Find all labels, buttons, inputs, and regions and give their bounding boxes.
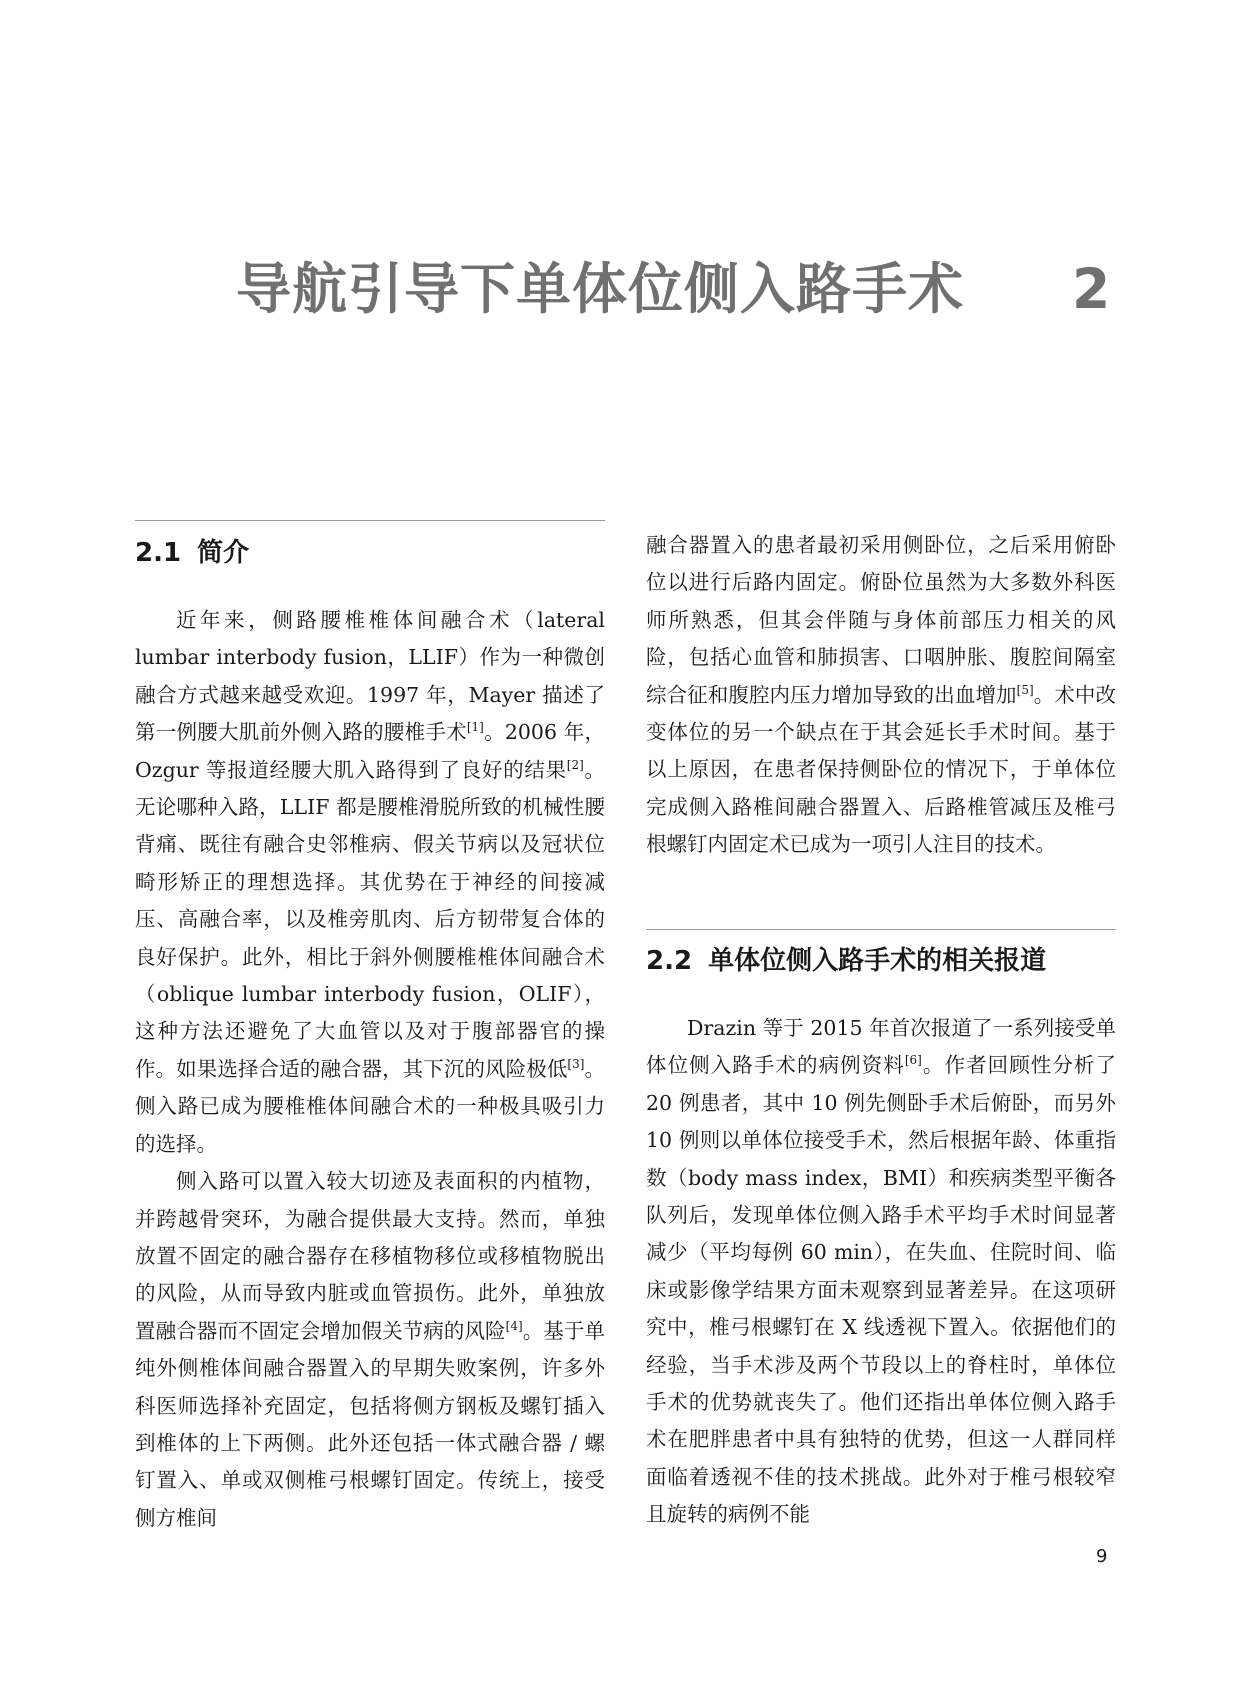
paragraph xyxy=(135,602,605,1163)
text-run: 近年来，侧路腰椎椎体间融合术（lateral lumbar interbody fusion，LLIF）作为一种微创融合方式越来越受欢迎。1997 年，Mayer 描述了第一例腰大肌前外侧入路的腰椎手术 xyxy=(135,608,605,745)
section-heading-2-1 xyxy=(135,532,249,569)
section-number: 2.2 xyxy=(646,946,693,976)
citation: [2] xyxy=(566,757,584,772)
citation: [5] xyxy=(1016,682,1034,697)
paragraph xyxy=(646,527,1116,864)
section-divider xyxy=(135,520,605,521)
section-number: 2.1 xyxy=(135,538,182,568)
right-column-text-bottom xyxy=(646,1010,1116,1534)
chapter-number: 2 xyxy=(1072,257,1111,321)
paragraph xyxy=(135,1163,605,1537)
text-run: 。作者回顾性分析了 20 例患者，其中 10 例先侧卧手术后俯卧，而另外 10 例则以单体位接受手术，然后根据年龄、体重指数（body mass index，BMI）和疾病类型平衡各队列后，发现单体位侧入路手术平均手术时间显著减少（平均每例 60 min），在失血、住院时间、临床或影像学结果方面未观察到显著差异。在这项研究中，椎弓根螺钉在 X 线透视下置入。依据他们的经验，当手术涉及两个节段以上的脊柱时，单体位手术的优势就丧失了。他们还指出单体位侧入路手术在肥胖患者中具有独特的优势，但这一人群同样面临着透视不佳的技术挑战。此外对于椎弓根较窄且旋转的病例不能 xyxy=(646,1053,1117,1527)
text-run: 。无论哪种入路，LLIF 都是腰椎滑脱所致的机械性腰背痛、既往有融合史邻椎病、假关节病以及冠状位畸形矫正的理想选择。其优势在于神经的间接减压、高融合率，以及椎旁肌肉、后方韧带复合体的良好保护。此外，相比于斜外侧腰椎椎体间融合术（oblique lumbar interbody fusion，OLIF），这种方法还避免了大血管以及对于腹部器官的操作。如果选择合适的融合器，其下沉的风险极低 xyxy=(135,757,606,1081)
page-number: 9 xyxy=(1096,1546,1108,1567)
paragraph xyxy=(646,1010,1116,1534)
left-column-text xyxy=(135,602,605,1537)
text-run: 。侧入路已成为腰椎椎体间融合术的一种极具吸引力的选择。 xyxy=(135,1056,606,1156)
section-divider xyxy=(646,929,1116,930)
text-run: 。术中改变体位的另一个缺点在于其会延长手术时间。基于以上原因，在患者保持侧卧位的情况下，于单体位完成侧入路椎间融合器置入、后路椎管减压及椎弓根螺钉内固定术已成为一项引人注目的技术。 xyxy=(646,682,1117,857)
chapter-title: 导航引导下单体位侧入路手术 xyxy=(236,257,965,321)
citation: [4] xyxy=(505,1318,523,1333)
text-run: 。2006 年，Ozgur 等报道经腰大肌入路得到了良好的结果 xyxy=(135,720,606,782)
section-title: 单体位侧入路手术的相关报道 xyxy=(708,946,1047,976)
citation: [3] xyxy=(567,1057,585,1072)
text-run: 。基于单纯外侧椎体间融合器置入的早期失败案例，许多外科医师选择补充固定，包括将侧方钢板及螺钉插入到椎体的上下两侧。此外还包括一体式融合器 / 螺钉置入、单或双侧椎弓根螺钉固定。传统上，接受侧方椎间 xyxy=(135,1318,606,1530)
text-run: 融合器置入的患者最初采用侧卧位，之后采用俯卧位以进行后路内固定。俯卧位虽然为大多数外科医师所熟悉，但其会伴随与身体前部压力相关的风险，包括心血管和肺损害、口咽肿胀、腹腔间隔室综合征和腹腔内压力增加导致的出血增加 xyxy=(646,533,1116,707)
section-heading-2-2 xyxy=(646,940,1046,977)
section-title: 简介 xyxy=(197,538,250,568)
text-run: 侧入路可以置入较大切迹及表面积的内植物，并跨越骨突环，为融合提供最大支持。然而，单独放置不固定的融合器存在移植物移位或移植物脱出的风险，从而导致内脏或血管损伤。此外，单独放置融合器而不固定会增加假关节病的风险 xyxy=(135,1169,605,1343)
citation: [6] xyxy=(904,1053,922,1068)
text-run: Drazin 等于 2015 年首次报道了一系列接受单体位侧入路手术的病例资料 xyxy=(646,1016,1116,1078)
citation: [1] xyxy=(466,720,484,735)
right-column-text-top xyxy=(646,527,1116,864)
